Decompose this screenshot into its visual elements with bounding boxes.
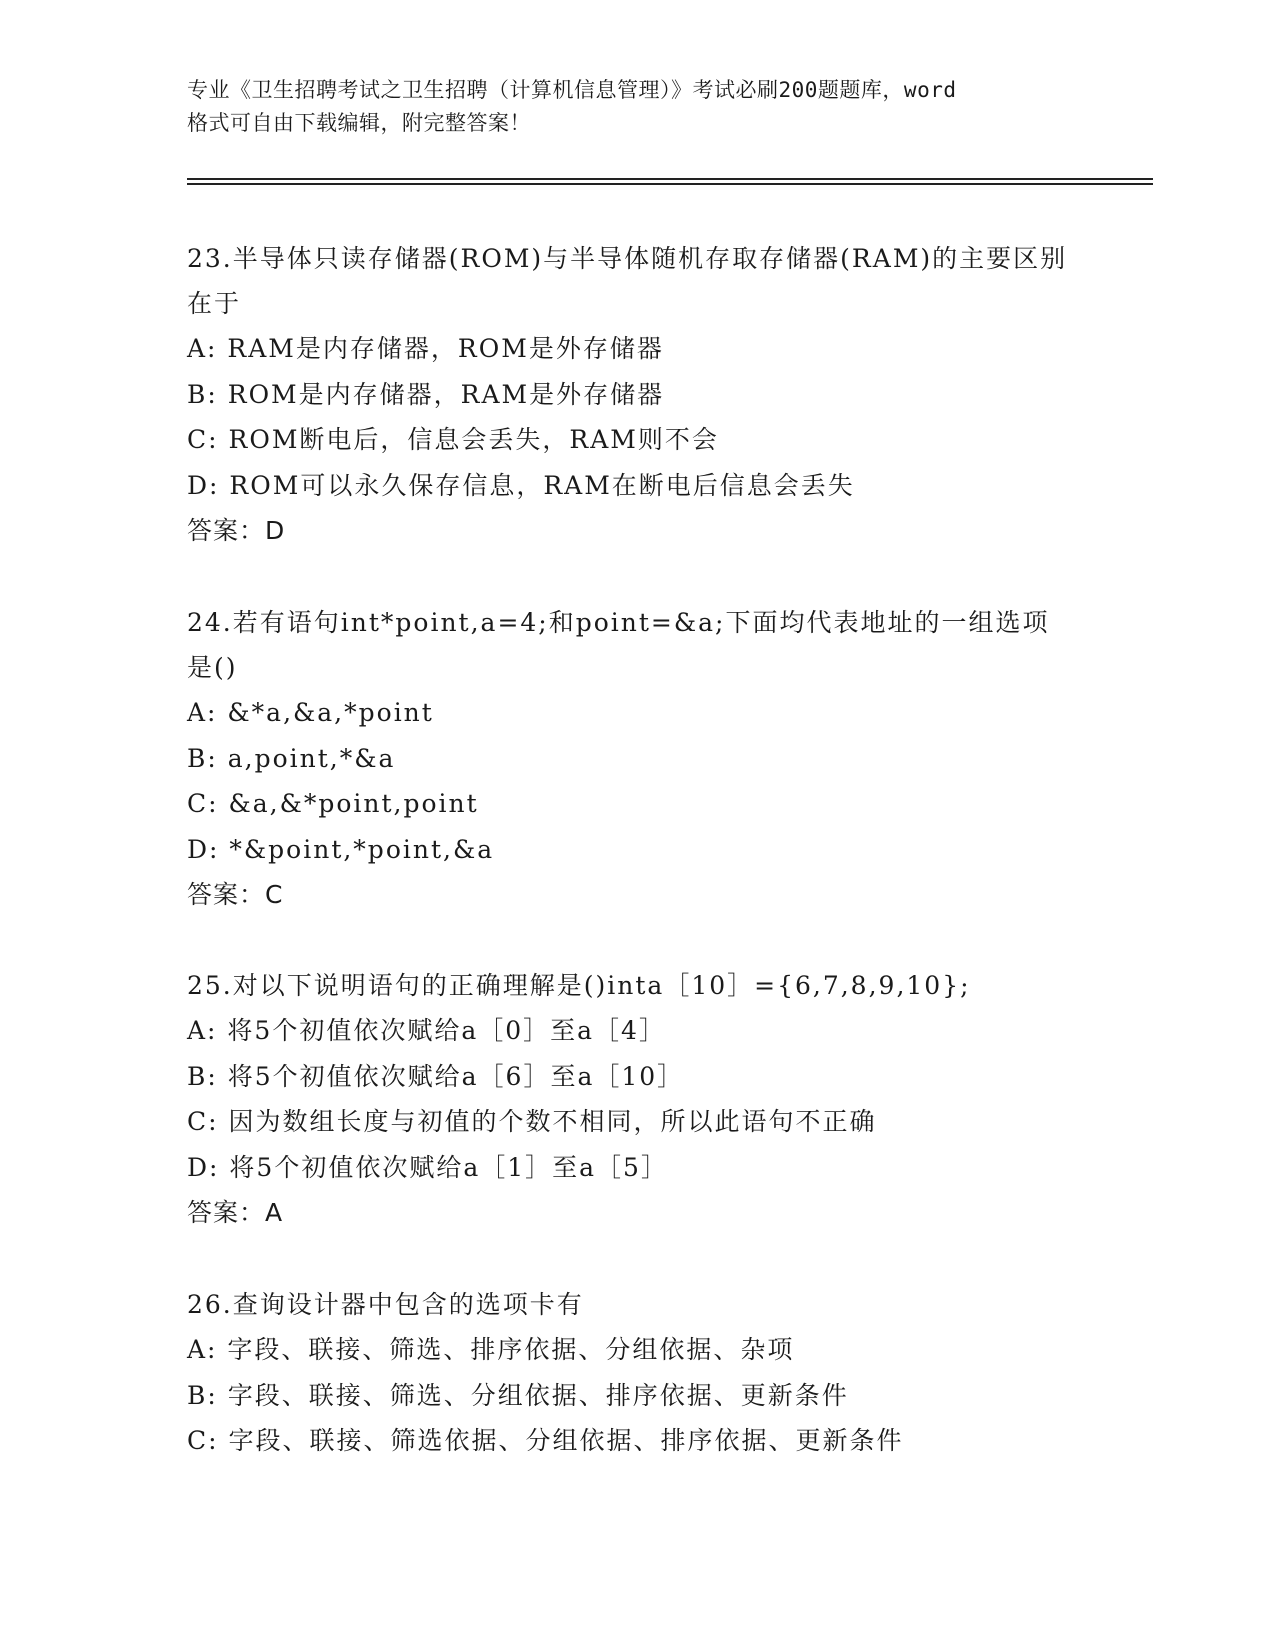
answer: 答案：C <box>187 880 284 909</box>
question-stem-line-1: 24.若有语句int*point,a=4;和point=&a;下面均代表地址的一组选项 <box>187 608 1050 637</box>
header-line-1: 专业《卫生招聘考试之卫生招聘（计算机信息管理）》考试必刷200题题库，word <box>187 78 957 102</box>
question-stem-line-1: 25.对以下说明语句的正确理解是()inta［10］={6,7,8,9,10}; <box>187 971 971 1000</box>
option-b: B: 将5个初值依次赋给a［6］至a［10］ <box>187 1061 685 1091</box>
option-c: C: ROM断电后，信息会丢失，RAM则不会 <box>187 425 719 454</box>
question-23 <box>187 236 1087 553</box>
answer: 答案：A <box>187 1198 284 1227</box>
option-a: A: 将5个初值依次赋给a［0］至a［4］ <box>187 1016 666 1045</box>
option-d: D: *&point,*point,&a <box>187 834 495 864</box>
option-d: D: ROM可以永久保存信息，RAM在断电后信息会丢失 <box>187 470 855 500</box>
question-24 <box>187 600 1087 917</box>
option-b: B: ROM是内存储器，RAM是外存储器 <box>187 379 665 409</box>
question-stem-line-2: 在于 <box>187 289 242 318</box>
question-26 <box>187 1282 1087 1464</box>
option-a: A: 字段、联接、筛选、排序依据、分组依据、杂项 <box>187 1335 795 1364</box>
option-c: C: 因为数组长度与初值的个数不相同，所以此语句不正确 <box>187 1107 877 1136</box>
header-line-2: 格式可自由下载编辑，附完整答案！ <box>187 111 531 135</box>
answer: 答案：D <box>187 516 286 545</box>
option-b: B: 字段、联接、筛选、分组依据、排序依据、更新条件 <box>187 1380 849 1410</box>
option-c: C: 字段、联接、筛选依据、分组依据、排序依据、更新条件 <box>187 1426 904 1455</box>
question-stem-line-2: 是() <box>187 653 238 682</box>
header-divider-bottom <box>187 183 1153 185</box>
option-d: D: 将5个初值依次赋给a［1］至a［5］ <box>187 1152 668 1182</box>
option-a: A: &*a,&a,*point <box>187 698 434 727</box>
option-a: A: RAM是内存储器，ROM是外存储器 <box>187 334 664 363</box>
question-stem-line-1: 23.半导体只读存储器(ROM)与半导体随机存取存储器(RAM)的主要区别 <box>187 244 1068 273</box>
question-25 <box>187 963 1087 1235</box>
option-b: B: a,point,*&a <box>187 743 396 773</box>
document-header <box>187 74 1087 140</box>
question-stem-line-1: 26.查询设计器中包含的选项卡有 <box>187 1290 584 1319</box>
header-divider-top <box>187 178 1153 180</box>
option-c: C: &a,&*point,point <box>187 789 479 818</box>
